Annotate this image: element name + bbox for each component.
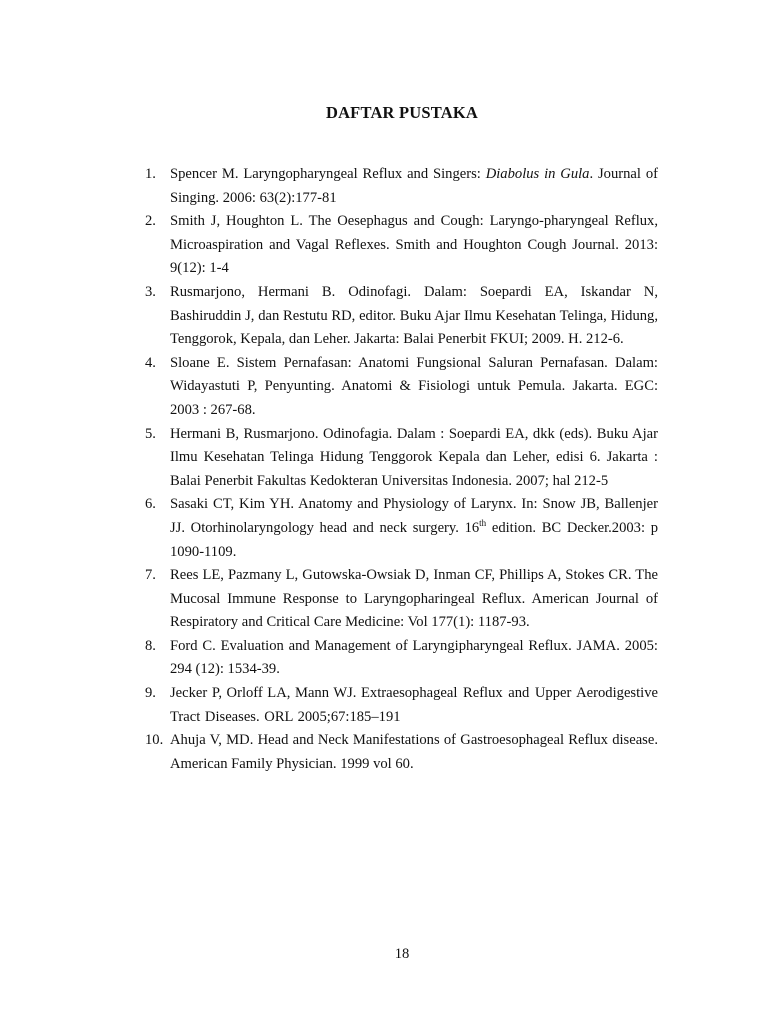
reference-number: 1. xyxy=(145,166,156,182)
reference-text: Sloane E. Sistem Pernafasan: Anatomi Fungsional Saluran Pernafasan. Dalam: Widayastuti P, Penyunting. Anatomi & Fisiologi untuk Pemula. Jakarta. EGC: 2003 : 267-68. xyxy=(170,354,658,418)
reference-text xyxy=(170,163,658,210)
reference-text-part: Spencer M. Laryngopharyngeal Reflux and Singers: xyxy=(170,166,486,182)
reference-number: 3. xyxy=(145,283,156,300)
reference-number: 10. xyxy=(145,732,164,749)
page-number: 18 xyxy=(394,946,410,962)
reference-italic-title: Diabolus in Gula xyxy=(485,166,590,182)
reference-item-2 xyxy=(145,210,658,281)
reference-text-part: Jecker P, Orloff LA, Mann WJ. xyxy=(170,685,361,702)
reference-text: Ford C. Evaluation and Management of Laryngipharyngeal Reflux. JAMA. 2005: 294 (12): 1534-39. xyxy=(170,637,658,678)
reference-text xyxy=(170,493,658,564)
reference-text-part: edition. BC Decker.2003: p 1090-1109. xyxy=(170,519,658,560)
page-title: DAFTAR PUSTAKA xyxy=(325,103,479,122)
reference-item-3 xyxy=(145,281,658,352)
reference-item-1 xyxy=(145,163,658,210)
reference-item-7 xyxy=(145,564,658,635)
reference-list xyxy=(145,163,658,776)
reference-text-part: . Journal of Singing. 2006: 63(2):177-81 xyxy=(170,166,658,206)
reference-item-6 xyxy=(145,493,658,564)
reference-text: Ahuja V, MD. Head and Neck Manifestations of Gastroesophageal Reflux disease. American Family Physician. 1999 vol 60. xyxy=(170,732,658,772)
reference-item-4 xyxy=(145,352,658,423)
reference-text: Smith J, Houghton L. The Oesephagus and Cough: Laryngo-pharyngeal Reflux, Microaspiration and Vagal Reflexes. Smith and Houghton Cough Journal. 2013: 9(12): 1-4 xyxy=(170,213,658,277)
reference-number: 5. xyxy=(145,425,156,442)
reference-number: 2. xyxy=(145,213,156,230)
reference-number: 9. xyxy=(145,685,156,702)
reference-text: Hermani B, Rusmarjono. Odinofagia. Dalam : Soepardi EA, dkk (eds). Buku Ajar Ilmu Kesehatan Telinga Hidung Tenggorok Kepala dan Leher, edisi 6. Jakarta : Balai Penerbit Fakultas Kedokteran Universitas Indonesia. 2007; hal 212-5 xyxy=(170,425,658,489)
reference-number: 6. xyxy=(145,496,156,513)
reference-text-part: Sasaki CT, Kim YH. Anatomy and Physiology of Larynx. In: Snow JB, Ballenjer JJ. Otorhinolaryngology head and neck surgery. 16 xyxy=(170,496,658,536)
reference-item-5 xyxy=(145,423,658,494)
reference-number: 4. xyxy=(145,354,156,371)
reference-item-8 xyxy=(145,635,658,682)
reference-text-part: Extraesophageal Reflux and Upper Aerodigestive Tract Diseases. ORL 2005;67:185–191 xyxy=(170,685,658,725)
reference-number: 8. xyxy=(145,637,156,654)
reference-text xyxy=(170,682,658,729)
reference-number: 7. xyxy=(145,567,156,584)
reference-item-9 xyxy=(145,682,658,729)
reference-text: Rees LE, Pazmany L, Gutowska-Owsiak D, Inman CF, Phillips A, Stokes CR. The Mucosal Immune Response to Laryngopharingeal Reflux. American Journal of Respiratory and Critical Care Medicine: Vol 177(1): 1187-93. xyxy=(170,567,658,631)
edition-superscript: th xyxy=(479,517,487,528)
reference-item-10 xyxy=(145,729,658,776)
reference-text: Rusmarjono, Hermani B. Odinofagi. Dalam: Soepardi EA, Iskandar N, Bashiruddin J, dan Restutu RD, editor. Buku Ajar Ilmu Kesehatan Telinga, Hidung, Tenggorok, Kepala, dan Leher. Jakarta: Balai Penerbit FKUI; 2009. H. 212-6. xyxy=(170,283,658,348)
